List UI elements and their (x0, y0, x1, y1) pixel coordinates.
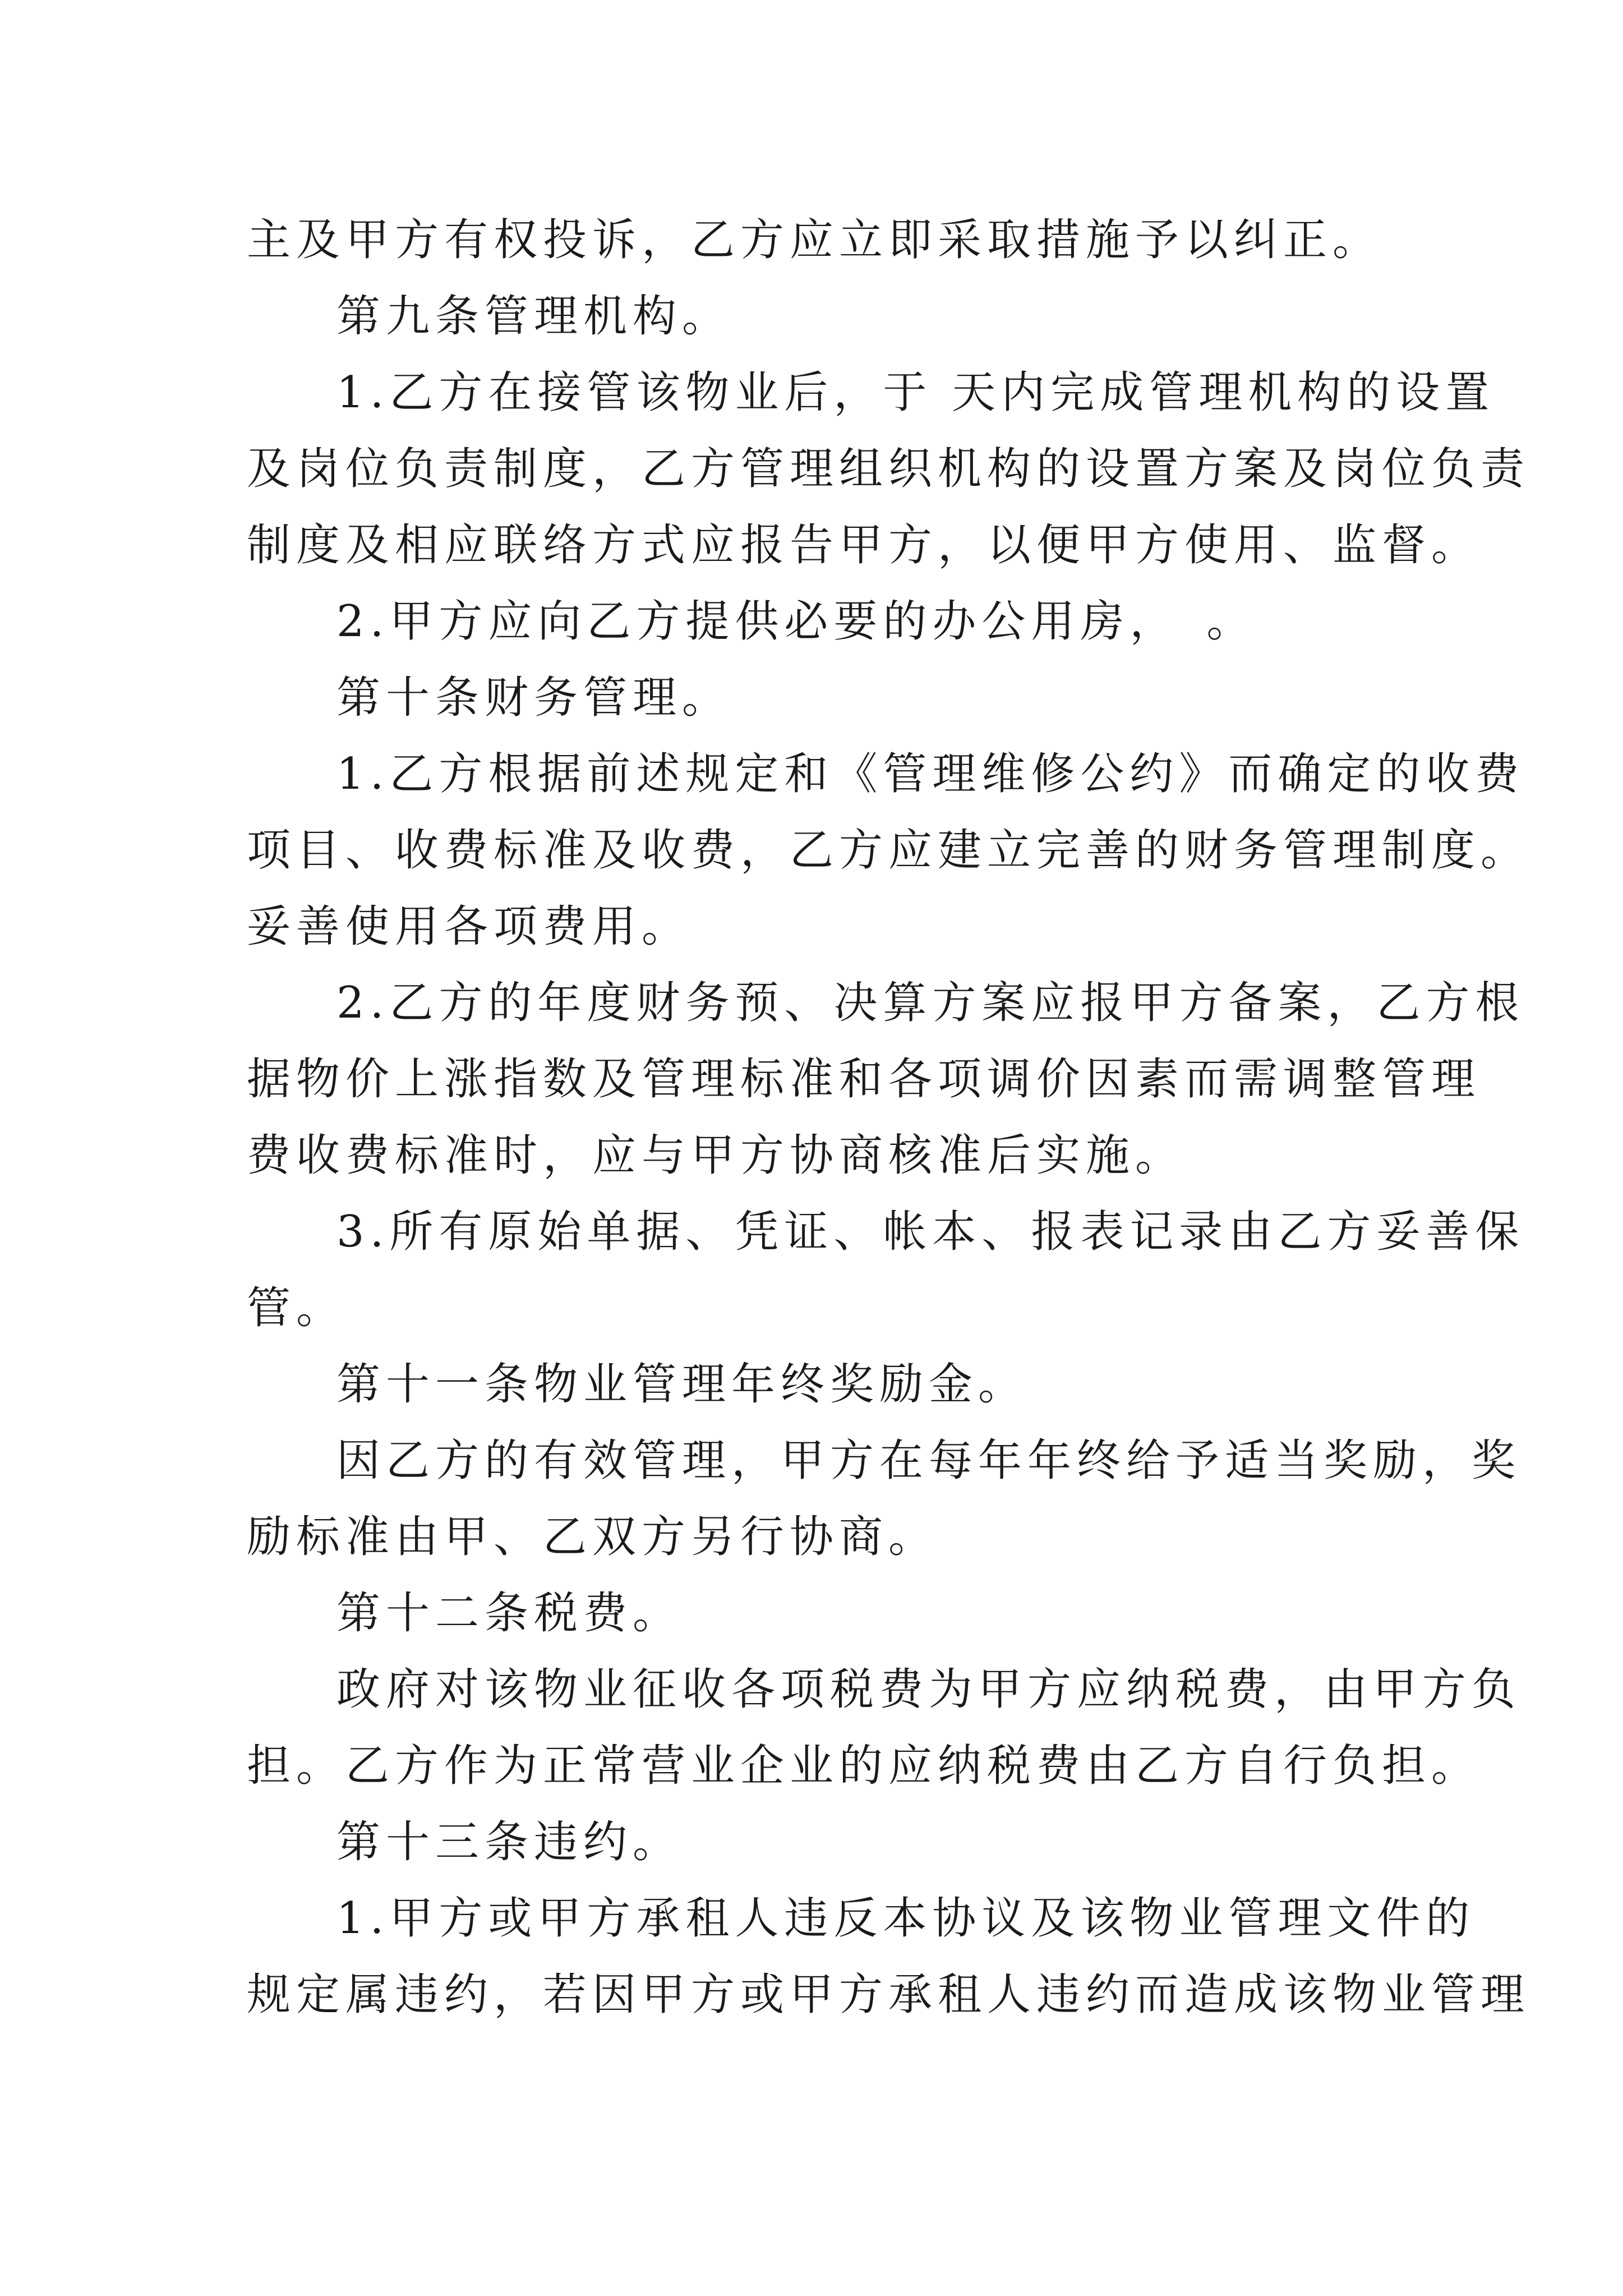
text-line: 因乙方的有效管理，甲方在每年年终给予适当奖励，奖 (336, 1435, 1521, 1486)
text-line: 2.甲方应向乙方提供必要的办公用房， 。 (336, 596, 1256, 647)
text-line: 管。 (247, 1283, 346, 1333)
text-line: 1.乙方根据前述规定和《管理维修公约》而确定的收费 (336, 749, 1525, 799)
article-heading-10: 第十条财务管理。 (336, 673, 732, 723)
text-line: 1.甲方或甲方承租人违反本协议及该物业管理文件的 (336, 1893, 1476, 1944)
text-line: 政府对该物业征收各项税费为甲方应纳税费，由甲方负 (336, 1664, 1521, 1715)
text-line: 励标准由甲、乙双方另行协商。 (247, 1512, 938, 1562)
article-heading-9: 第九条管理机构。 (336, 291, 732, 342)
text-line: 2.乙方的年度财务预、决算方案应报甲方备案，乙方根 (336, 978, 1525, 1028)
text-line: 费收费标准时，应与甲方协商核准后实施。 (247, 1130, 1185, 1181)
text-line: 及岗位负责制度，乙方管理组织机构的设置方案及岗位负责 (247, 444, 1530, 494)
text-line: 项目、收费标准及收费，乙方应建立完善的财务管理制度。 (247, 825, 1530, 876)
document-body (247, 202, 1530, 2033)
text-line: 规定属违约，若因甲方或甲方承租人违约而造成该物业管理 (247, 1970, 1530, 2020)
text-line: 制度及相应联络方式应报告甲方，以便甲方使用、监督。 (247, 520, 1481, 570)
text-line: 1.乙方在接管该物业后，于 天内完成管理机构的设置 (336, 367, 1495, 418)
article-heading-12: 第十二条税费。 (336, 1588, 683, 1639)
text-line: 担。乙方作为正常营业企业的应纳税费由乙方自行负担。 (247, 1741, 1481, 1791)
text-line: 3.所有原始单据、凭证、帐本、报表记录由乙方妥善保 (336, 1207, 1525, 1257)
article-heading-13: 第十三条违约。 (336, 1817, 683, 1867)
text-line: 据物价上涨指数及管理标准和各项调价因素而需调整管理 (247, 1054, 1481, 1105)
text-line: 妥善使用各项费用。 (247, 901, 691, 952)
article-heading-11: 第十一条物业管理年终奖励金。 (336, 1359, 1028, 1410)
text-line: 主及甲方有权投诉，乙方应立即采取措施予以纠正。 (247, 215, 1382, 265)
